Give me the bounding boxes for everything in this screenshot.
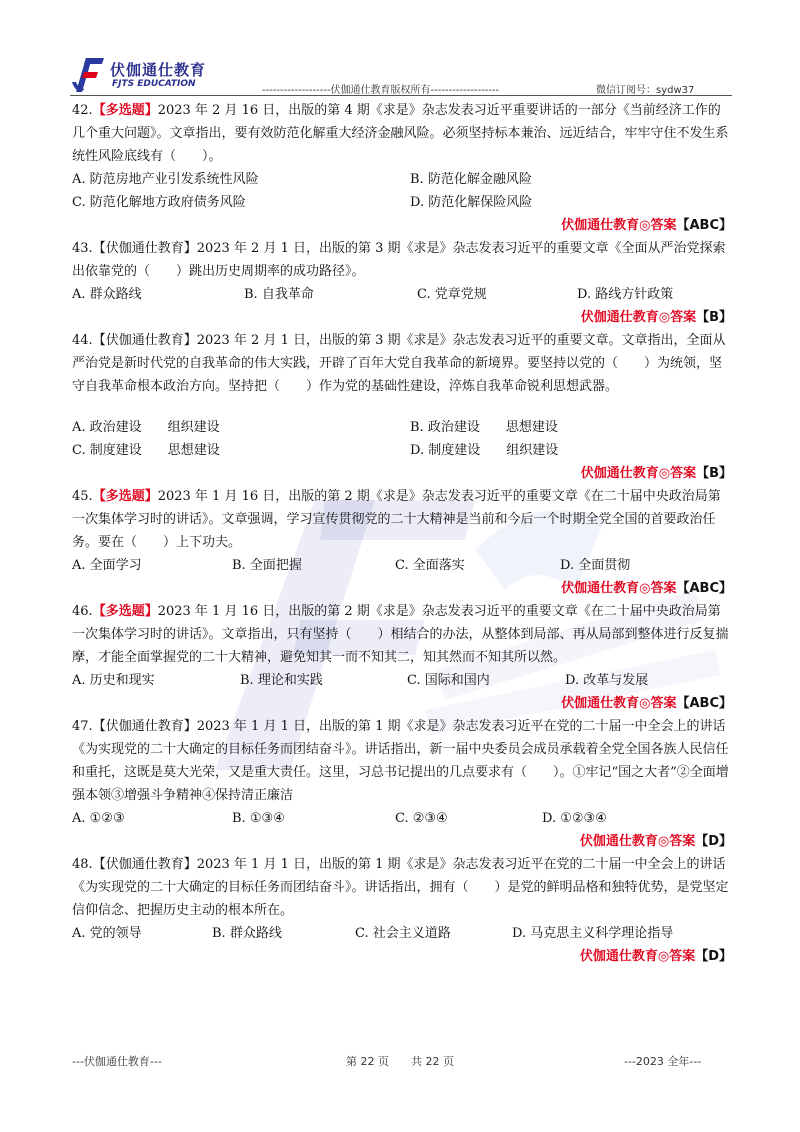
question-48 <box>72 853 732 968</box>
option-d: D. 路线方针政策 <box>577 287 674 302</box>
question-text: 2023 年 2 月 1 日，出版的第 3 期《求是》杂志发表习近平的重要文章。文章指出，全面从严治党是新时代党的自我革命的伟大实践，开辟了百年大党自我革命的新境界。要坚持以党的（ ）为统领，坚守自我革命根本政治方向。坚持把（ ）作为党的基础性建设，淬炼自我革命锐利思想武器。 <box>72 333 726 394</box>
option-c: C. ②③④ <box>395 811 448 826</box>
answer-code: 【ABC】 <box>676 581 732 596</box>
question-tag: 【伏伽通仕教育】 <box>92 241 197 256</box>
question-47 <box>72 715 732 853</box>
answer-code: 【B】 <box>696 466 732 481</box>
header-wechat: 微信订阅号：sydw37 <box>596 85 695 96</box>
answer-brand: 伏伽通仕教育◎答案 <box>561 581 677 596</box>
option-b: B. 理论和实践 <box>240 673 323 688</box>
question-42 <box>72 99 732 237</box>
answer-code: 【ABC】 <box>676 218 732 233</box>
option-a: A. ①②③ <box>72 811 125 826</box>
options-row <box>72 922 732 945</box>
answer-line <box>72 306 732 329</box>
question-text: 2023 年 1 月 16 日，出版的第 2 期《求是》杂志发表习近平的重要文章《在二十届中央政治局第一次集体学习时的讲话》。文章强调，学习宣传贯彻党的二十大精神是当前和今后一个时期全党全国的首要政治任务。要在（ ）上下功夫。 <box>72 489 721 550</box>
question-number: 46. <box>72 604 93 619</box>
option-c: C. 党章党规 <box>417 287 487 302</box>
option-b: B. 全面把握 <box>232 558 302 573</box>
question-tag: 【伏伽通仕教育】 <box>92 333 197 348</box>
option-a: A. 历史和现实 <box>72 673 155 688</box>
answer-line <box>72 214 732 237</box>
option-a: A. 全面学习 <box>72 558 142 573</box>
logo-name: 伏伽通仕教育 <box>110 61 207 79</box>
option-b: B. 防范化解金融风险 <box>410 172 532 187</box>
option-b: B. ①③④ <box>232 811 285 826</box>
answer-line <box>72 462 732 485</box>
answer-brand: 伏伽通仕教育◎答案 <box>561 696 677 711</box>
question-number: 43. <box>72 241 93 256</box>
option-d: D. 马克思主义科学理论指导 <box>512 926 674 941</box>
options-row <box>72 807 732 830</box>
question-number: 48. <box>72 857 93 872</box>
options-row <box>72 191 732 214</box>
options-row <box>72 439 732 462</box>
option-b: B. 自我革命 <box>244 287 314 302</box>
question-46 <box>72 600 732 715</box>
options-row <box>72 283 732 306</box>
logo-subtitle: FJTS EDUCATION <box>112 79 196 89</box>
answer-brand: 伏伽通仕教育◎答案 <box>580 466 697 481</box>
answer-brand: 伏伽通仕教育◎答案 <box>580 310 697 325</box>
option-d: D. 全面贯彻 <box>560 558 631 573</box>
question-text: 2023 年 2 月 1 日，出版的第 3 期《求是》杂志发表习近平的重要文章《全面从严治党探索出依靠党的（ ）跳出历史周期率的成功路径》。 <box>72 241 726 279</box>
question-text: 2023 年 2 月 16 日，出版的第 4 期《求是》杂志发表习近平重要讲话的一部分《当前经济工作的几个重大问题》。文章指出，要有效防范化解重大经济金融风险。必须坚持标本兼治、远近结合，牢牢守住不发生系统性风险底线有（ ）。 <box>72 103 729 164</box>
answer-code: 【D】 <box>695 834 732 849</box>
question-number: 45. <box>72 489 93 504</box>
option-a: A. 党的领导 <box>72 926 142 941</box>
question-44 <box>72 329 732 485</box>
brand-logo <box>70 52 290 96</box>
question-list <box>72 99 732 968</box>
options-row <box>72 669 732 692</box>
footer-left: ---伏伽通仕教育--- <box>72 1055 162 1068</box>
footer-page-number: 第 22 页 共 22 页 <box>346 1055 454 1068</box>
options-row <box>72 168 732 191</box>
answer-line <box>72 945 732 968</box>
answer-line <box>72 830 732 853</box>
option-c: C. 防范化解地方政府债务风险 <box>72 195 246 210</box>
header-divider <box>70 95 732 96</box>
question-tag: 【伏伽通仕教育】 <box>92 857 197 872</box>
option-c: C. 社会主义道路 <box>355 926 451 941</box>
question-number: 47. <box>72 719 93 734</box>
option-c: C. 国际和国内 <box>407 673 490 688</box>
answer-brand: 伏伽通仕教育◎答案 <box>579 834 696 849</box>
footer-right: ---2023 全年--- <box>624 1055 702 1068</box>
question-number: 42. <box>72 103 93 118</box>
question-tag: 【多选题】 <box>92 604 158 619</box>
answer-line <box>72 577 732 600</box>
answer-brand: 伏伽通仕教育◎答案 <box>579 949 696 964</box>
option-d: D. 防范化解保险风险 <box>410 195 533 210</box>
header-copyright: -------------------伏伽通仕教育版权所有------------------- <box>262 85 500 96</box>
fj-logo-icon <box>70 52 114 96</box>
question-45 <box>72 485 732 600</box>
option-d: D. 制度建设 组织建设 <box>410 443 559 458</box>
answer-code: 【B】 <box>696 310 732 325</box>
question-tag: 【多选题】 <box>92 489 158 504</box>
option-d: D. ①②③④ <box>542 811 607 826</box>
answer-brand: 伏伽通仕教育◎答案 <box>561 218 677 233</box>
question-text: 2023 年 1 月 16 日，出版的第 2 期《求是》杂志发表习近平的重要文章《在二十届中央政治局第一次集体学习时的讲话》。文章指出，只有坚持（ ）相结合的办法，从整体到局部、再从局部到整体进行反复揣摩，才能全面掌握党的二十大精神，避免知其一而不知其二，知其然而不知其所以然。 <box>72 604 729 665</box>
answer-line <box>72 692 732 715</box>
question-text: 2023 年 1 月 1 日，出版的第 1 期《求是》杂志发表习近平在党的二十届一中全会上的讲话《为实现党的二十大确定的目标任务而团结奋斗》。讲话指出，新一届中央委员会成员承载着全党全国各族人民信任和重托，这既是莫大光荣，又是重大责任。这里，习总书记提出的几点要求有（ ）。①牢记“国之大者”②全面增强本领③增强斗争精神④保持清正廉洁 <box>72 719 729 803</box>
question-number: 44. <box>72 333 93 348</box>
question-tag: 【伏伽通仕教育】 <box>92 719 197 734</box>
option-a: A. 防范房地产业引发系统性风险 <box>72 172 259 187</box>
question-tag: 【多选题】 <box>92 103 158 118</box>
option-a: A. 群众路线 <box>72 287 142 302</box>
option-c: C. 制度建设 思想建设 <box>72 443 220 458</box>
option-d: D. 改革与发展 <box>565 673 649 688</box>
option-c: C. 全面落实 <box>395 558 465 573</box>
answer-code: 【D】 <box>695 949 732 964</box>
option-a: A. 政治建设 组织建设 <box>72 420 220 435</box>
option-b: B. 政治建设 思想建设 <box>410 420 558 435</box>
options-row <box>72 554 732 577</box>
answer-code: 【ABC】 <box>676 696 732 711</box>
question-43 <box>72 237 732 329</box>
question-text: 2023 年 1 月 1 日，出版的第 1 期《求是》杂志发表习近平在党的二十届一中全会上的讲话《为实现党的二十大确定的目标任务而团结奋斗》。讲话指出，拥有（ ）是党的鲜明品格和独特优势，是党坚定信仰信念、把握历史主动的根本所在。 <box>72 857 729 918</box>
options-row <box>72 416 732 439</box>
option-b: B. 群众路线 <box>212 926 282 941</box>
